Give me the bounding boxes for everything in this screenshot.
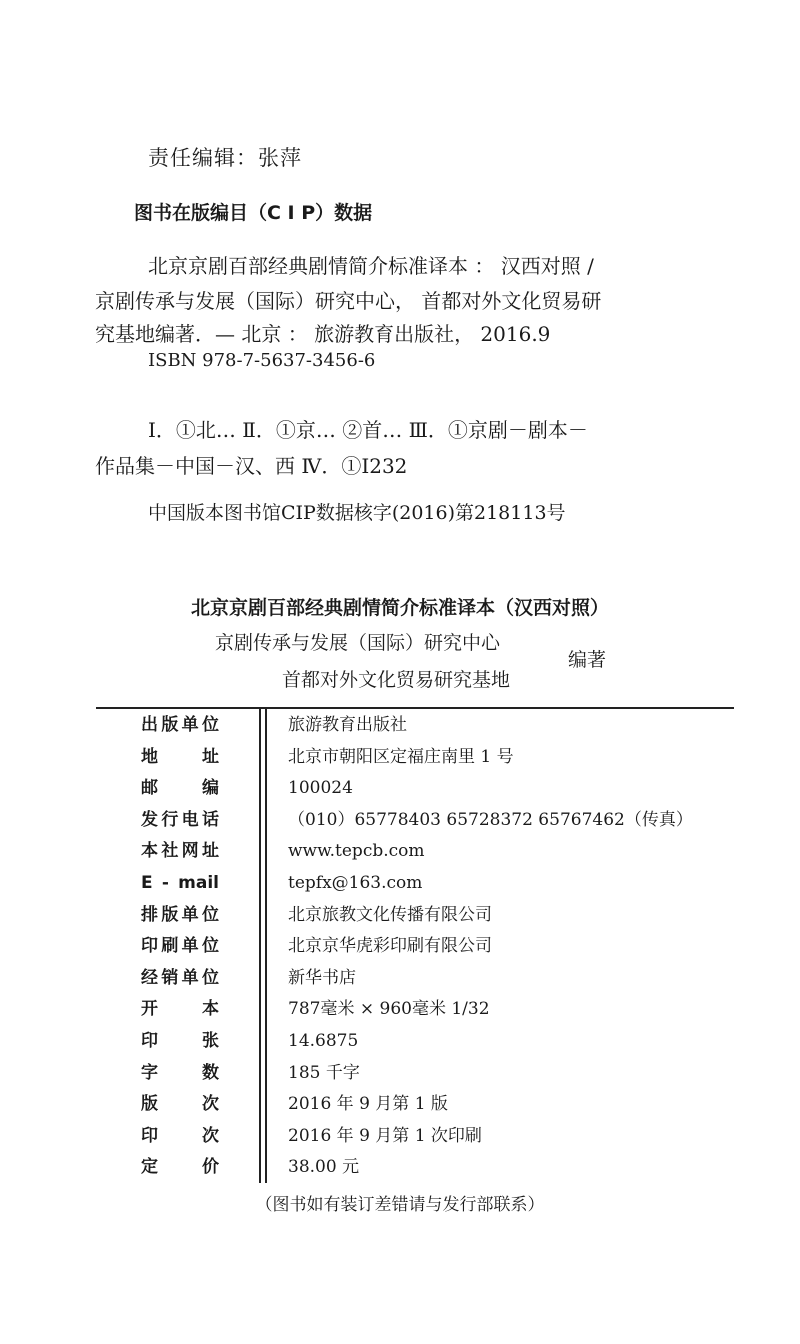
table-row — [96, 709, 734, 741]
row-value: （010）65778403 65728372 65767462（传真） — [288, 809, 693, 830]
row-label: 发行电话 — [141, 809, 219, 830]
table-row — [96, 993, 734, 1025]
row-value: www.tepcb.com — [288, 841, 425, 862]
row-value: 2016 年 9 月第 1 版 — [288, 1094, 448, 1115]
cip-record-number: 中国版本图书馆CIP数据核字(2016)第218113号 — [148, 502, 566, 524]
table-row — [96, 1025, 734, 1057]
row-label: 字数 — [141, 1062, 219, 1083]
cip-classification-line: Ⅰ．①北… Ⅱ．①京… ②首… Ⅲ．①京剧－剧本－ — [148, 418, 588, 442]
row-value: 新华书店 — [288, 967, 356, 988]
book-title: 北京京剧百部经典剧情简介标准译本（汉西对照） — [190, 597, 609, 619]
table-row — [96, 867, 734, 899]
row-label: 排版单位 — [141, 904, 219, 925]
row-value: tepfx@163.com — [288, 872, 423, 893]
row-label: 开本 — [141, 999, 219, 1020]
table-row — [96, 899, 734, 931]
row-label: 印张 — [141, 1030, 219, 1051]
table-row — [96, 1151, 734, 1183]
table-row — [96, 804, 734, 836]
cip-entry-line: 究基地编著．— 北京 ： 旅游教育出版社， 2016.9 — [95, 322, 551, 346]
row-value: 北京旅教文化传播有限公司 — [288, 904, 492, 925]
row-label: 印次 — [141, 1125, 219, 1146]
responsible-editor: 责任编辑：张萍 — [148, 146, 302, 170]
row-label: E - mail — [141, 872, 219, 893]
cip-entry-line: 京剧传承与发展（国际）研究中心， 首都对外文化贸易研 — [95, 289, 602, 313]
isbn: ISBN 978-7-5637-3456-6 — [148, 350, 376, 371]
row-label: 出版单位 — [141, 715, 219, 735]
row-label: 印刷单位 — [141, 936, 219, 957]
row-label: 经销单位 — [141, 967, 219, 988]
row-value: 旅游教育出版社 — [288, 715, 407, 735]
row-value: 100024 — [288, 778, 353, 799]
editor-organization: 京剧传承与发展（国际）研究中心 — [215, 632, 501, 654]
table-row — [96, 1088, 734, 1120]
row-value: 北京京华虎彩印刷有限公司 — [288, 936, 492, 957]
row-value: 2016 年 9 月第 1 次印刷 — [288, 1125, 482, 1146]
row-value: 北京市朝阳区定福庄南里 1 号 — [288, 746, 514, 767]
colophon-table — [96, 709, 734, 1183]
table-row — [96, 1120, 734, 1152]
table-row — [96, 835, 734, 867]
table-row — [96, 930, 734, 962]
row-label: 定价 — [141, 1157, 219, 1178]
editor-organization: 首都对外文化贸易研究基地 — [282, 669, 511, 691]
cip-entry-line: 北京京剧百部经典剧情简介标准译本 ： 汉西对照 / — [148, 254, 594, 278]
row-value: 787毫米 × 960毫米 1/32 — [288, 999, 490, 1020]
footer-note: （图书如有装订差错请与发行部联系） — [255, 1195, 545, 1215]
table-row — [96, 1057, 734, 1089]
row-value: 14.6875 — [288, 1030, 359, 1051]
row-label: 版次 — [141, 1094, 219, 1115]
row-value: 38.00 元 — [288, 1157, 360, 1178]
table-row — [96, 962, 734, 994]
table-row — [96, 772, 734, 804]
editor-role: 编著 — [568, 649, 607, 671]
cip-classification-line: 作品集－中国－汉、西 Ⅳ．①I232 — [95, 454, 408, 478]
row-label: 地址 — [141, 746, 219, 767]
row-label: 本社网址 — [141, 841, 219, 862]
table-row — [96, 741, 734, 773]
row-label: 邮编 — [141, 778, 219, 799]
row-value: 185 千字 — [288, 1062, 360, 1083]
cip-heading: 图书在版编目（C I P）数据 — [134, 202, 373, 224]
